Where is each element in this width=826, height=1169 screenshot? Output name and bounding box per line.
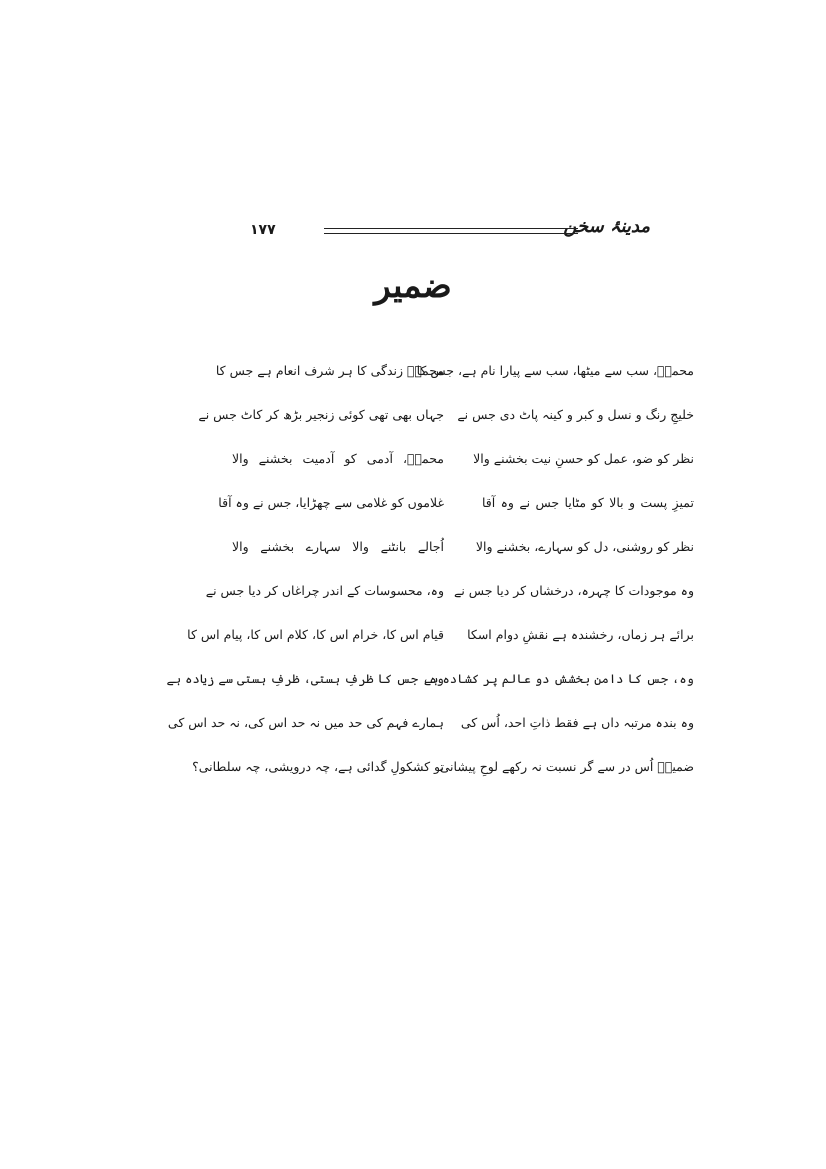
couplet: [215, 360, 694, 404]
couplet: [167, 712, 694, 756]
misra-second: قیام اس کا، خرام اس کا، کلام اس کا، پیام اس کا: [187, 627, 444, 642]
poem-title: ضمیر: [374, 266, 452, 306]
misra-second: تو کشکولِ گدائی ہے، چہ درویشی، چہ سلطانی؟: [192, 759, 444, 774]
couplet: [166, 668, 694, 712]
couplet: [232, 448, 694, 492]
misra-second: محمدؐ، آدمی کو آدمیت بخشنے والا: [232, 451, 444, 466]
misra-first: تمیزِ پست و بالا کو مٹایا جس نے وہ آقا: [482, 495, 694, 510]
couplet: [192, 756, 694, 800]
poem-body: [166, 360, 694, 800]
misra-second: وہ، محسوسات کے اندر چراغاں کر دیا جس نے: [205, 583, 444, 598]
misra-second: وہ، جس کا ظرفِ ہستی، ظرفِ ہستی سے زیادہ ہے: [166, 671, 444, 686]
misra-first: نظر کو ضو، عمل کو حسنِ نیت بخشنے والا: [473, 451, 694, 466]
running-header: [250, 212, 650, 252]
misra-second: اُجالے بانٹنے والا سہارے بخشنے والا: [232, 539, 444, 554]
couplet: [198, 404, 694, 448]
misra-second: غلاموں کو غلامی سے چھڑایا، جس نے وہ آقا: [218, 495, 444, 510]
page-number: ۱۷۷: [250, 222, 276, 238]
misra-first: ضمیرؔ اُس در سے گر نسبت نہ رکھے لوحِ پیشانی: [439, 759, 694, 774]
misra-second: ہمارے فہم کی حد میں نہ حد اس کی، نہ حد اس کی: [167, 715, 444, 730]
couplet: [187, 624, 694, 668]
misra-first: محمدؐ، سب سے میٹھا، سب سے پیارا نام ہے، جس کا: [416, 363, 694, 378]
couplet: [232, 536, 694, 580]
misra-first: خلیجِ رنگ و نسل و کبر و کینہ پاٹ دی جس نے: [457, 407, 694, 422]
misra-second: جہاں بھی تھی کوئی زنجیر بڑھ کر کاٹ جس نے: [198, 407, 444, 422]
couplet: [205, 580, 694, 624]
misra-second: محمدؐ زندگی کا ہر شرف انعام ہے جس کا: [215, 363, 444, 378]
misra-first: برائے ہر زماں، رخشندہ ہے نقشِ دوام اسکا: [467, 627, 694, 642]
book-title: مدینۂ سخن: [563, 216, 650, 237]
misra-first: وہ موجودات کا چہرہ، درخشاں کر دیا جس نے: [454, 583, 694, 598]
couplet: [218, 492, 694, 536]
misra-first: نظر کو روشنی، دل کو سہارے، بخشنے والا: [475, 539, 694, 554]
misra-first: وہ، جس کا دامنِ بخشش دو عالم پر کشادہ ہے: [423, 671, 694, 686]
header-rule: [324, 228, 578, 234]
misra-first: وہ بندہ مرتبہ داں ہے فقط ذاتِ احد، اُس کی: [460, 715, 694, 730]
